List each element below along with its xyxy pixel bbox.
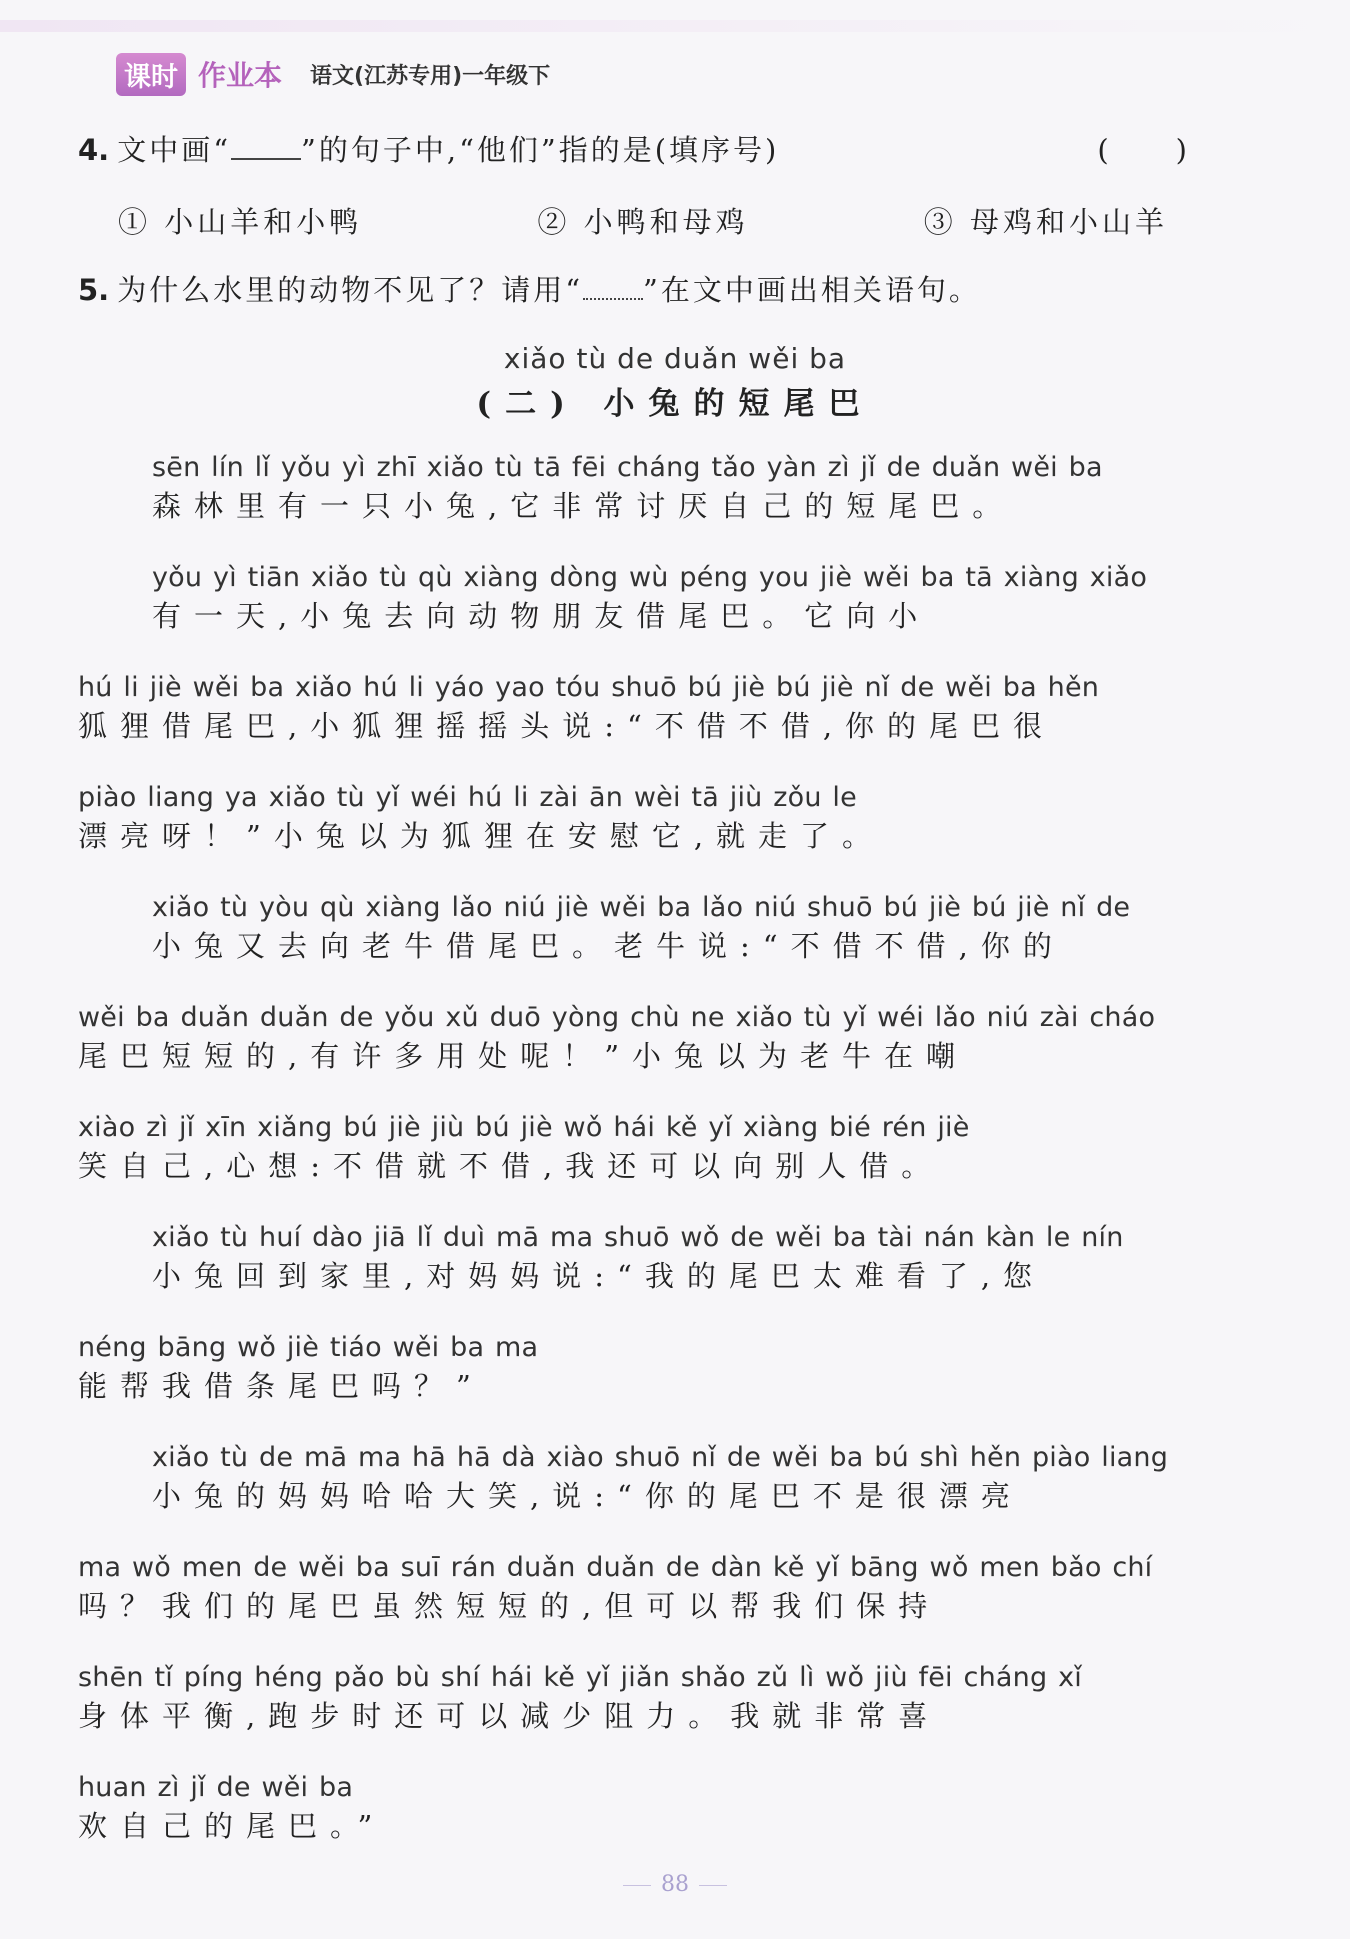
pinyin-row: xiǎo tù de mā ma hā hā dà xiào shuō nǐ de wěi ba bú shì hěn piào liang [152, 1442, 1169, 1473]
header [116, 54, 550, 94]
hanzi-row: 笑自己,心想:不借就不借,我还可以向别人借。 [78, 1149, 944, 1183]
story-line [152, 1220, 1270, 1296]
question-text-a: 文中画“ [117, 133, 232, 167]
subject-label: 语文(江苏专用)一年级下 [310, 63, 551, 89]
title-pinyin: xiǎo tù de duǎn wěi ba [503, 342, 847, 375]
hanzi-row: 小兔的妈妈哈哈大笑,说:“你的尾巴不是很漂亮 [152, 1479, 1023, 1513]
pinyin-row: néng bāng wǒ jiè tiáo wěi ba ma [78, 1332, 539, 1363]
answer-options [118, 200, 1168, 241]
pinyin-row: yǒu yì tiān xiǎo tù qù xiàng dòng wù péng you jiè wěi ba tā xiàng xiǎo [152, 562, 1148, 593]
question-number: 5. [78, 273, 110, 307]
hanzi-row: 森林里有一只小兔,它非常讨厌自己的短尾巴。 [152, 489, 1015, 523]
footer-dash-right [699, 1885, 727, 1886]
story-line [78, 1660, 1270, 1736]
story-line [152, 450, 1270, 526]
pinyin-row: shēn tǐ píng héng pǎo bù shí hái kě yǐ jiǎn shǎo zǔ lì wǒ jiù fēi cháng xǐ [78, 1662, 1082, 1693]
pinyin-row: wěi ba duǎn duǎn de yǒu xǔ duō yòng chù ne xiǎo tù yǐ wéi lǎo niú zài cháo [78, 1002, 1156, 1033]
option-1: ① 小山羊和小鸭 [118, 205, 363, 239]
hanzi-row: 能帮我借条尾巴吗？” [78, 1369, 484, 1403]
page-footer [0, 1872, 1350, 1897]
question-text-b: ”在文中画出相关语句。 [643, 273, 981, 307]
pinyin-row: xiào zì jǐ xīn xiǎng bú jiè jiù bú jiè wǒ hái kě yǐ xiàng bié rén jiè [78, 1112, 970, 1143]
pinyin-row: piào liang ya xiǎo tù yǐ wéi hú li zài ān wèi tā jiù zǒu le [78, 782, 857, 813]
story-title: (二) 小兔的短尾巴 [476, 386, 874, 422]
question-5 [78, 268, 981, 309]
hanzi-row: 身体平衡,跑步时还可以减少阻力。我就非常喜 [78, 1699, 941, 1733]
hanzi-row: 漂亮呀！”小兔以为狐狸在安慰它,就走了。 [78, 819, 885, 853]
story-line [78, 1550, 1270, 1626]
wavy-underline-sample [583, 278, 643, 300]
story-line [78, 670, 1270, 746]
story-line [78, 1000, 1270, 1076]
answer-blank: ( ) [1097, 133, 1190, 167]
story-line [152, 560, 1270, 636]
pinyin-row: xiǎo tù yòu qù xiàng lǎo niú jiè wěi ba lǎo niú shuō bú jiè bú jiè nǐ de [152, 892, 1131, 923]
hanzi-row: 小兔又去向老牛借尾巴。老牛说:“不借不借,你的 [152, 929, 1065, 963]
question-number: 4. [78, 133, 110, 167]
story-line [78, 1330, 1270, 1406]
brand-logo: 课时 [116, 53, 186, 96]
question-text-b: ”的句子中,“他们”指的是(填序号) [301, 133, 780, 167]
pinyin-row: sēn lín lǐ yǒu yì zhī xiǎo tù tā fēi cháng tǎo yàn zì jǐ de duǎn wěi ba [152, 452, 1103, 483]
brand-name: 作业本 [198, 59, 283, 92]
hanzi-row: 尾巴短短的,有许多用处呢！”小兔以为老牛在嘲 [78, 1039, 969, 1073]
hanzi-row: 有一天,小兔去向动物朋友借尾巴。它向小 [152, 599, 931, 633]
story-line [152, 890, 1270, 966]
hanzi-row: 狐狸借尾巴,小狐狸摇摇头说:“不借不借,你的尾巴很 [78, 709, 1056, 743]
question-4 [78, 128, 1270, 169]
header-band [0, 20, 1350, 32]
story-line [78, 1110, 1270, 1186]
option-3: ③ 母鸡和小山羊 [923, 205, 1168, 239]
pinyin-row: hú li jiè wěi ba xiǎo hú li yáo yao tóu shuō bú jiè bú jiè nǐ de wěi ba hěn [78, 672, 1100, 703]
hanzi-row: 吗？我们的尾巴虽然短短的,但可以帮我们保持 [78, 1589, 941, 1623]
pinyin-row: ma wǒ men de wěi ba suī rán duǎn duǎn de dàn kě yǐ bāng wǒ men bǎo chí [78, 1552, 1153, 1583]
story-line [152, 1440, 1270, 1516]
straight-underline-sample [231, 136, 301, 160]
question-text-a: 为什么水里的动物不见了？请用“ [117, 273, 584, 307]
page-number: 88 [661, 1872, 689, 1897]
pinyin-row: huan zì jǐ de wěi ba [78, 1772, 354, 1803]
option-2: ② 小鸭和母鸡 [537, 205, 749, 239]
hanzi-row: 欢自己的尾巴。” [78, 1809, 386, 1843]
story-line [78, 780, 1270, 856]
pinyin-row: xiǎo tù huí dào jiā lǐ duì mā ma shuō wǒ de wěi ba tài nán kàn le nín [152, 1222, 1124, 1253]
hanzi-row: 小兔回到家里,对妈妈说:“我的尾巴太难看了,您 [152, 1259, 1046, 1293]
story-line [78, 1770, 1270, 1846]
footer-dash-left [623, 1885, 651, 1886]
